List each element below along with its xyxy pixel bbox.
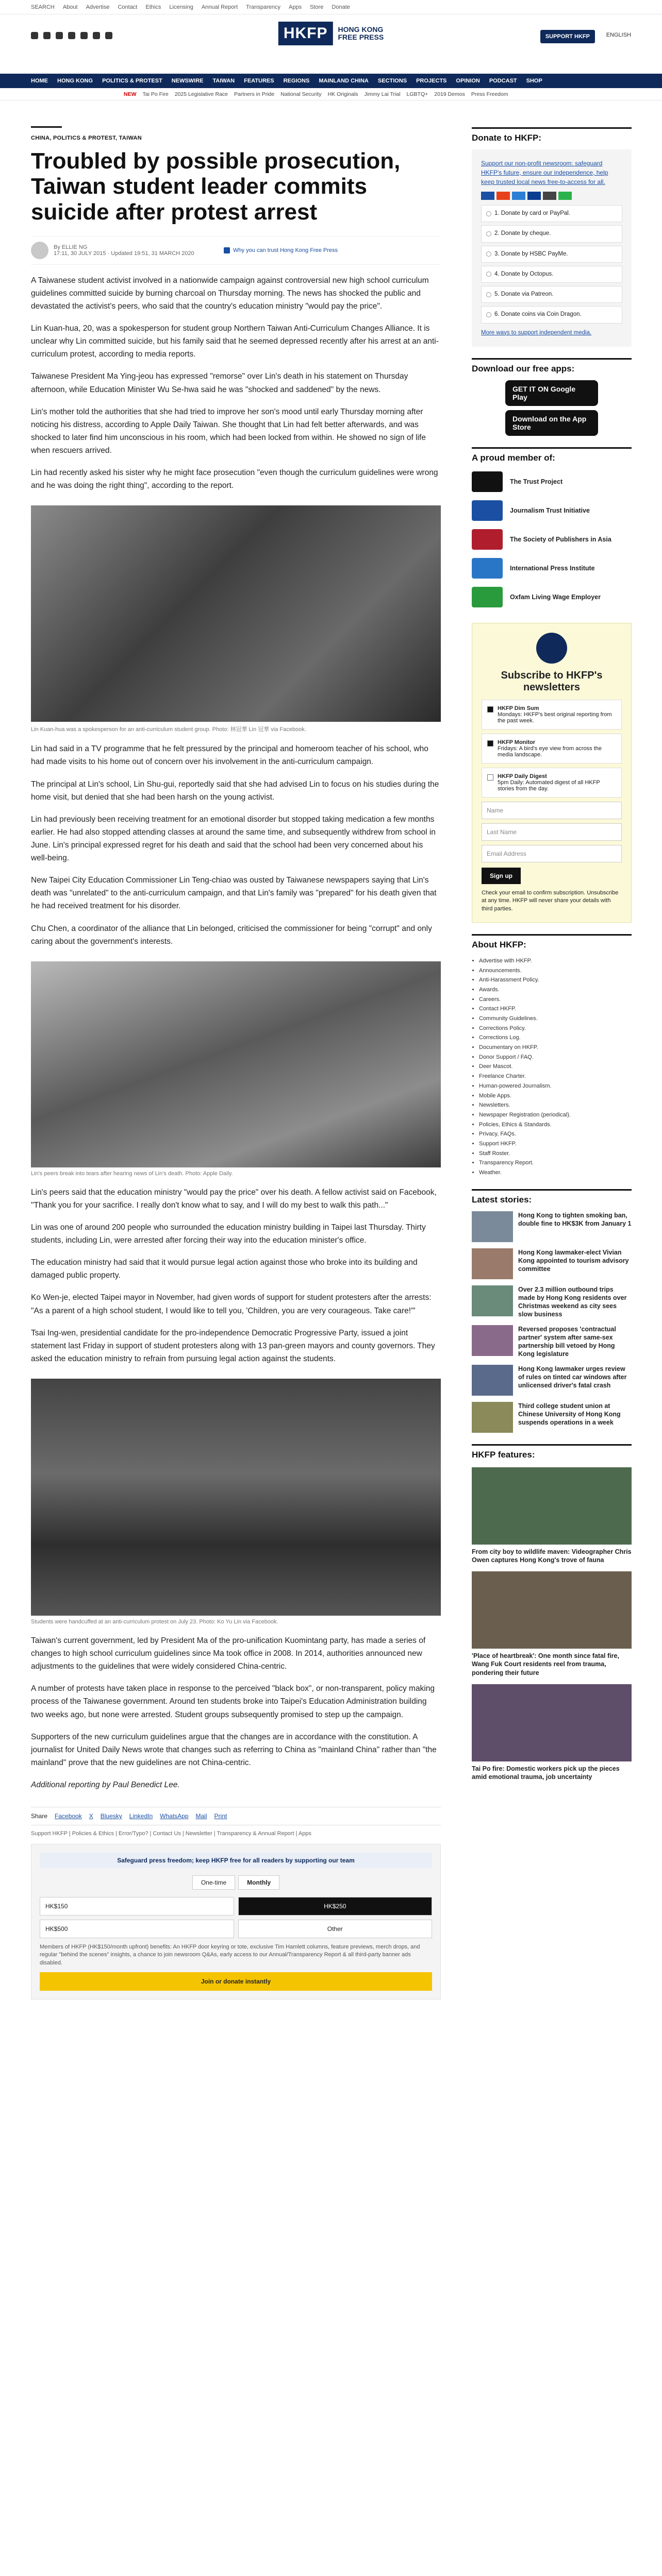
- x-icon[interactable]: [43, 32, 51, 39]
- about-link[interactable]: • Mobile Apps.: [479, 1091, 632, 1101]
- about-link[interactable]: • Announcements.: [479, 966, 632, 976]
- paragraph: Lin had previously been receiving treatment for an emotional disorder but stopped taking medication a few months earlier. He had also stopped attending classes at around the same time, and subsequently withdrew from school in June. Lin's principal expressed regret for his death and said that the school had been very concerned about his well-being.: [31, 815, 436, 863]
- about-link[interactable]: • Contact HKFP.: [479, 1004, 632, 1014]
- donate-option[interactable]: 2. Donate by cheque.: [481, 225, 622, 242]
- about-link[interactable]: • Transparency Report.: [479, 1158, 632, 1168]
- top-utility-bar: [0, 0, 662, 14]
- latest-story[interactable]: Hong Kong lawmaker urges review of rules on tinted car windows after unlicensed driver's fatal crash: [472, 1365, 632, 1396]
- nav-mainland[interactable]: MAINLAND CHINA: [319, 78, 369, 84]
- member-benefits: Members of HKFP (HK$150/month upfront) benefits: An HKFP door keyring or tote, exclusive Tim Hamlett columns, feature previews, merch drops, and regular "behind the scenes" insights, a chance to join newsroom Q&As, early access to our Annual/Transparency Report & all third-party banner ads disabled.: [40, 1944, 420, 1966]
- member-logo[interactable]: The Trust Project: [472, 471, 632, 492]
- latest-story[interactable]: Hong Kong lawmaker-elect Vivian Kong appointed to tourism advisory committee: [472, 1248, 632, 1279]
- check-icon: [224, 247, 230, 253]
- checkbox-icon: [487, 740, 493, 747]
- subscribe-heading: Subscribe to HKFP's newsletters: [501, 669, 603, 693]
- donate-option[interactable]: 4. Donate by Octopus.: [481, 266, 622, 283]
- radio-icon: [486, 312, 491, 317]
- byline: [31, 236, 441, 265]
- sidebar: [472, 100, 632, 1999]
- about-link[interactable]: • Corrections Policy.: [479, 1024, 632, 1033]
- radio-icon: [486, 211, 491, 216]
- paragraph: Ko Wen-je, elected Taipei mayor in November, had given words of support for student protesters after the arrests: "As a parent of a high school student, I would like to tell you, 'Children, you are very courageous. Take care!'": [31, 1293, 432, 1315]
- nav-sections[interactable]: SECTIONS: [377, 78, 407, 84]
- jti-icon: [472, 500, 503, 521]
- article-kicker[interactable]: CHINA, POLITICS & PROTEST, TAIWAN: [31, 135, 142, 141]
- share-whatsapp[interactable]: WhatsApp: [160, 1812, 189, 1820]
- signup-note: Check your email to confirm subscription. Unsubscribe at any time. HKFP will never share your details with third parties.: [482, 889, 619, 912]
- story-thumbnail: [472, 1285, 513, 1316]
- sign-up-button[interactable]: Sign up: [482, 868, 521, 884]
- latest-story[interactable]: Third college student union at Chinese University of Hong Kong suspends operations in a week: [472, 1402, 632, 1433]
- amount-option[interactable]: HK$250: [238, 1897, 433, 1916]
- apps-link[interactable]: Apps: [289, 4, 302, 10]
- amount-option[interactable]: HK$150: [40, 1897, 234, 1916]
- article-photo-2: [31, 961, 441, 1167]
- about-link[interactable]: • Corrections Log.: [479, 1033, 632, 1043]
- donate-link[interactable]: Donate: [332, 4, 350, 10]
- features-heading: HKFP features:: [472, 1444, 632, 1460]
- trust-project-icon: [472, 471, 503, 492]
- donate-option[interactable]: 6. Donate coins via Coin Dragon.: [481, 306, 622, 323]
- feature-story[interactable]: From city boy to wildlife maven: Videographer Chris Owen captures Hong Kong's trove of fauna: [472, 1467, 632, 1565]
- search-link[interactable]: SEARCH: [31, 4, 55, 10]
- ticker-item[interactable]: 2025 Legislative Race: [174, 91, 228, 97]
- share-label: Share: [31, 1812, 48, 1820]
- ticker-item[interactable]: 2019 Demos: [434, 91, 465, 97]
- trust-link[interactable]: Why you can trust Hong Kong Free Press: [224, 247, 338, 253]
- logo-name: HONG KONG FREE PRESS: [338, 25, 384, 41]
- about-link[interactable]: • Weather.: [479, 1168, 632, 1178]
- annual-report-link[interactable]: Annual Report: [201, 4, 238, 10]
- paragraph: Lin was one of around 200 people who surrounded the education ministry building in Taipei last Thursday. Thirty students, including Lin, were arrested after forcing their way into the education minister's office.: [31, 1223, 426, 1245]
- last-name-field[interactable]: Last Name: [482, 823, 622, 841]
- ethics-link[interactable]: Ethics: [145, 4, 161, 10]
- nav-regions[interactable]: REGIONS: [283, 78, 310, 84]
- about-link[interactable]: • Newsletters.: [479, 1100, 632, 1110]
- story-thumbnail: [472, 1211, 513, 1242]
- feature-story[interactable]: Tai Po fire: Domestic workers pick up the pieces amid emotional trauma, job uncertainty: [472, 1684, 632, 1782]
- article: [31, 100, 441, 1999]
- article-date: 17:11, 30 JULY 2015 · Updated 19:51, 31 MARCH 2020: [54, 250, 194, 257]
- visa-icon: [481, 192, 494, 200]
- photo-caption: Lin's peers break into tears after hearing news of Lin's death. Photo: Apple Daily.: [31, 1170, 233, 1177]
- paragraph: Tsai Ing-wen, presidential candidate for the pro-independence Democratic Progressive Party, issued a joint statement last Friday in support of student protesters along with 13 pan-green mayors and county governors. They asked the education ministry to refrain from pursuing legal action against the students.: [31, 1328, 435, 1363]
- share-linkedin[interactable]: LinkedIn: [129, 1812, 153, 1820]
- ticker-item[interactable]: National Security: [280, 91, 322, 97]
- about-heading: About HKFP:: [472, 934, 632, 950]
- about-link[interactable]: • Documentary on HKFP.: [479, 1043, 632, 1053]
- about-link[interactable]: • Privacy, FAQs.: [479, 1129, 632, 1139]
- hkfp-badge-icon: [536, 633, 567, 664]
- nav-politics[interactable]: POLITICS & PROTEST: [102, 78, 162, 84]
- share-print[interactable]: Print: [214, 1812, 227, 1820]
- apps-heading: Download our free apps:: [472, 358, 632, 374]
- latest-heading: Latest stories:: [472, 1189, 632, 1205]
- monthly-toggle[interactable]: Monthly: [238, 1875, 279, 1890]
- contact-link[interactable]: Contact: [118, 4, 138, 10]
- about-link[interactable]: • Careers.: [479, 995, 632, 1005]
- app-store-button[interactable]: Download on the App Store: [505, 410, 598, 436]
- story-thumbnail: [472, 1365, 513, 1396]
- share-x[interactable]: X: [89, 1812, 93, 1820]
- store-link[interactable]: Store: [310, 4, 324, 10]
- member-logo[interactable]: Journalism Trust Initiative: [472, 500, 632, 521]
- paragraph: Taiwanese President Ma Ying-jeou has expressed "remorse" over Lin's death in his statement on Thursday afternoon, while Education Minister Wu Se-hwa said he was "shocked and saddened" by the news.: [31, 372, 408, 394]
- first-name-field[interactable]: Name: [482, 802, 622, 819]
- paragraph: New Taipei City Education Commissioner Lin Teng-chiao was ousted by Taiwanese newspapers saying that Lin's death was "unrelated" to the anti-curriculum campaign, and that Lin's family was "prepared" for his death given that he had received treatment for his disorder.: [31, 876, 437, 911]
- amount-option[interactable]: Other: [238, 1920, 433, 1938]
- article-photo-3: [31, 1379, 441, 1616]
- about-link[interactable]: • Advertise with HKFP.: [479, 956, 632, 966]
- about-link[interactable]: • Anti-Harassment Policy.: [479, 975, 632, 985]
- divider: [31, 126, 62, 128]
- nav-features[interactable]: FEATURES: [244, 78, 274, 84]
- feature-image: [472, 1684, 632, 1761]
- transparency-link[interactable]: Transparency: [246, 4, 280, 10]
- bluesky-icon[interactable]: [105, 32, 112, 39]
- paragraph: Lin had said in a TV programme that he felt pressured by the principal and homeroom teacher of his school, who had made visits to his home out of concern over his involvement in the anti-curriculum campaign.: [31, 744, 428, 767]
- feature-image: [472, 1467, 632, 1545]
- share-bar: [31, 1807, 441, 1825]
- photo-caption: Students were handcuffed at an anti-curriculum protest on July 23. Photo: Ko Yu Lin via Facebook.: [31, 1618, 278, 1625]
- article-photo-1: [31, 505, 441, 722]
- about-link[interactable]: • Freelance Charter.: [479, 1072, 632, 1081]
- logo-mark: HKFP: [278, 22, 333, 45]
- checkbox-icon: [487, 774, 493, 781]
- story-thumbnail: [472, 1248, 513, 1279]
- payment-icons: [481, 192, 622, 200]
- donate-widget: [472, 149, 632, 347]
- ticker-item[interactable]: Tai Po Fire: [142, 91, 169, 97]
- about-link[interactable]: • Donor Support / FAQ.: [479, 1053, 632, 1062]
- paragraph: Additional reporting by Paul Benedict Lee.: [31, 1780, 180, 1789]
- nav-projects[interactable]: PROJECTS: [416, 78, 447, 84]
- newsletter-option[interactable]: HKFP Daily Digest 5pm Daily: Automated digest of all HKFP stories from the day.: [482, 768, 622, 798]
- member-logo[interactable]: Oxfam Living Wage Employer: [472, 587, 632, 607]
- paragraph: Lin's mother told the authorities that she had tried to improve her son's mood until early Thursday morning after noticing his distress, according to Apple Daily Taiwan. She thought that Lin had felt better afterwards, and was shocked to later find him unconscious in his room, which had been locked from within. He showed no sign of life when rescuers arrived.: [31, 407, 426, 455]
- share-facebook[interactable]: Facebook: [55, 1812, 82, 1820]
- paypal-icon: [527, 192, 541, 200]
- nav-podcast[interactable]: PODCAST: [489, 78, 517, 84]
- nav-opinion[interactable]: OPINION: [456, 78, 480, 84]
- member-heading: A proud member of:: [472, 447, 632, 463]
- donate-heading: Donate to HKFP:: [472, 127, 632, 143]
- newsletter-option[interactable]: HKFP Dim Sum Mondays: HKFP's best original reporting from the past week.: [482, 700, 622, 730]
- language-selector[interactable]: ENGLISH: [606, 32, 631, 38]
- donate-intro[interactable]: Support our non-profit newsroom: safeguard HKFP's future, ensure our independence, help keep trusted local news free-to-access for all.: [481, 160, 608, 185]
- feature-image: [472, 1571, 632, 1649]
- wechat-icon: [558, 192, 572, 200]
- donate-option[interactable]: 5. Donate via Patreon.: [481, 286, 622, 303]
- story-thumbnail: [472, 1325, 513, 1356]
- feature-story[interactable]: 'Place of heartbreak': One month since fatal fire, Wang Fuk Court residents reel from trauma, pondering their future: [472, 1571, 632, 1677]
- about-link[interactable]: • Support HKFP.: [479, 1139, 632, 1149]
- paragraph: Lin had recently asked his sister why he might face prosecution "even though the curriculum guidelines were wrong and he was doing the right thing", according to the report.: [31, 468, 438, 490]
- main-nav: [0, 74, 662, 88]
- donate-option[interactable]: 1. Donate by card or PayPal.: [481, 205, 622, 222]
- paragraph: Taiwan's current government, led by President Ma of the pro-unification Kuomintang party, has made a series of changes to high school curriculum guidelines since Ma took office in 2008. In 2014, authorities announced new adjustments to the guidelines that were widely considered China-centric.: [31, 1636, 426, 1671]
- ticker-item[interactable]: Partners in Pride: [234, 91, 275, 97]
- paragraph: A number of protests have taken place in response to the perceived "black box", or non-transparent, policy making process of the Taiwanese government. Around ten students broke into Taipei's Education Administration building two weeks ago, but none were arrested. Student groups subsequently promised to step up the campaign.: [31, 1684, 435, 1719]
- mastercard-icon: [496, 192, 510, 200]
- paragraph: A Taiwanese student activist involved in a nationwide campaign against controversial new high school curriculum guidelines committed suicide by burning charcoal on Thursday morning. The news has shocked the public and devastated the activist's peers, who said that the country's education ministry "would pay the price".: [31, 276, 429, 311]
- topic-ticker: [0, 88, 662, 100]
- author-name[interactable]: By ELLIE NG: [54, 244, 88, 250]
- nav-shop[interactable]: SHOP: [526, 78, 542, 84]
- newsletter-signup: [472, 623, 632, 923]
- ticker-item[interactable]: Jimmy Lai Trial: [364, 91, 401, 97]
- amex-icon: [512, 192, 525, 200]
- google-play-button[interactable]: GET IT ON Google Play: [505, 380, 598, 406]
- site-header: [0, 14, 662, 74]
- applepay-icon: [543, 192, 556, 200]
- member-logo[interactable]: The Society of Publishers in Asia: [472, 529, 632, 550]
- amount-option[interactable]: HK$500: [40, 1920, 234, 1938]
- sopa-icon: [472, 529, 503, 550]
- advertise-link[interactable]: Advertise: [86, 4, 110, 10]
- latest-story[interactable]: Reversed proposes 'contractual partner' system after same-sex partnership bill vetoed by Hong Kong legislature: [472, 1325, 632, 1359]
- latest-story[interactable]: Hong Kong to tighten smoking ban, double fine to HK$3K from January 1: [472, 1211, 632, 1242]
- latest-story[interactable]: Over 2.3 million outbound trips made by Hong Kong residents over Christmas weekend as city sees slow business: [472, 1285, 632, 1319]
- about-link[interactable]: • Policies, Ethics & Standards.: [479, 1120, 632, 1130]
- paragraph: Lin Kuan-hua, 20, was a spokesperson for student group Northern Taiwan Anti-Curriculum Changes Alliance. It is unclear why Lin committed suicide, but his family said that he seemed depressed recently after his arrest at an anti-curriculum protest, according to media reports.: [31, 324, 439, 359]
- one-time-toggle[interactable]: One-time: [192, 1875, 235, 1890]
- about-link[interactable]: • Staff Roster.: [479, 1149, 632, 1159]
- about-link[interactable]: • Human-powered Journalism.: [479, 1081, 632, 1091]
- about-link[interactable]: About: [62, 4, 78, 10]
- support-hkfp-button[interactable]: SUPPORT HKFP: [540, 30, 595, 43]
- new-badge: NEW: [124, 91, 137, 97]
- story-thumbnail: [472, 1402, 513, 1433]
- photo-caption: Lin Kuan-hua was a spokesperson for an anti-curriculum student group. Photo: 林冠華 Lin 冠華 via Facebook.: [31, 726, 306, 733]
- newsletter-option[interactable]: HKFP Monitor Fridays: A bird's eye view from across the media landscape.: [482, 734, 622, 764]
- article-body: [31, 274, 441, 1791]
- amount-grid: [40, 1897, 432, 1938]
- facebook-icon[interactable]: [31, 32, 38, 39]
- about-list: [472, 956, 632, 1178]
- about-link[interactable]: • Community Guidelines.: [479, 1014, 632, 1024]
- checkbox-icon: [487, 706, 493, 713]
- paragraph: Chu Chen, a coordinator of the alliance that Lin belonged, criticised the commissioner for being "corrupt" and only caring about the government's interests.: [31, 924, 432, 946]
- radio-icon: [486, 251, 491, 257]
- share-bluesky[interactable]: Bluesky: [100, 1812, 122, 1820]
- paragraph: Supporters of the new curriculum guidelines argue that the changes are in accordance with the constitution. A journalist for United Daily News wrote that changes such as referring to China as "mainland China" rather than "the mainland" prove that the new guidelines are not China-centric.: [31, 1732, 437, 1767]
- frequency-toggle: [40, 1875, 432, 1890]
- author-avatar: [31, 242, 48, 259]
- join-button[interactable]: Join or donate instantly: [40, 1972, 432, 1991]
- oxfam-icon: [472, 587, 503, 607]
- more-ways-link[interactable]: More ways to support independent media.: [481, 329, 592, 336]
- member-logo[interactable]: International Press Institute: [472, 558, 632, 579]
- share-mail[interactable]: Mail: [195, 1812, 207, 1820]
- nav-hong-kong[interactable]: HONG KONG: [57, 78, 93, 84]
- email-field[interactable]: Email Address: [482, 845, 622, 862]
- paragraph: The education ministry had said that it would pursue legal action against those who broke into its building and damaged public property.: [31, 1258, 418, 1280]
- linkedin-icon[interactable]: [80, 32, 88, 39]
- ticker-item[interactable]: HK Originals: [327, 91, 358, 97]
- about-link[interactable]: • Newspaper Registration (periodical).: [479, 1110, 632, 1120]
- instagram-icon[interactable]: [56, 32, 63, 39]
- nav-taiwan[interactable]: TAIWAN: [212, 78, 235, 84]
- donate-option[interactable]: 3. Donate by HSBC PayMe.: [481, 246, 622, 263]
- footer-links[interactable]: Support HKFP | Policies & Ethics | Error/Typo? | Contact Us | Newsletter | Transparency & Annual Report | Apps: [31, 1831, 311, 1837]
- donate-box: [31, 1844, 441, 1999]
- ipi-icon: [472, 558, 503, 579]
- ticker-item[interactable]: Press Freedom: [471, 91, 508, 97]
- donate-header: Safeguard press freedom; keep HKFP free for all readers by supporting our team: [40, 1853, 432, 1868]
- about-link[interactable]: • Deer Mascot.: [479, 1062, 632, 1072]
- article-title: Troubled by possible prosecution, Taiwan student leader commits suicide after protest arrest: [31, 148, 401, 225]
- about-link[interactable]: • Awards.: [479, 985, 632, 995]
- nav-newswire[interactable]: NEWSWIRE: [171, 78, 204, 84]
- social-icons: [31, 32, 112, 39]
- licensing-link[interactable]: Licensing: [169, 4, 193, 10]
- ticker-item[interactable]: LGBTQ+: [406, 91, 428, 97]
- radio-icon: [486, 272, 491, 277]
- youtube-icon[interactable]: [68, 32, 75, 39]
- telegram-icon[interactable]: [93, 32, 100, 39]
- paragraph: The principal at Lin's school, Lin Shu-gui, reportedly said that she had advised Lin to focus on his studies during the home visit, but denied that she had been harsh on the young activist.: [31, 779, 439, 802]
- nav-home[interactable]: HOME: [31, 78, 48, 84]
- radio-icon: [486, 231, 491, 236]
- site-logo[interactable]: [278, 22, 384, 45]
- paragraph: Lin's peers said that the education ministry "would pay the price" over his death. A fellow activist said on Facebook, "Thank you for your sacrifice. I really don't know what to say, and I will do my best to walk this path...": [31, 1188, 437, 1210]
- radio-icon: [486, 292, 491, 297]
